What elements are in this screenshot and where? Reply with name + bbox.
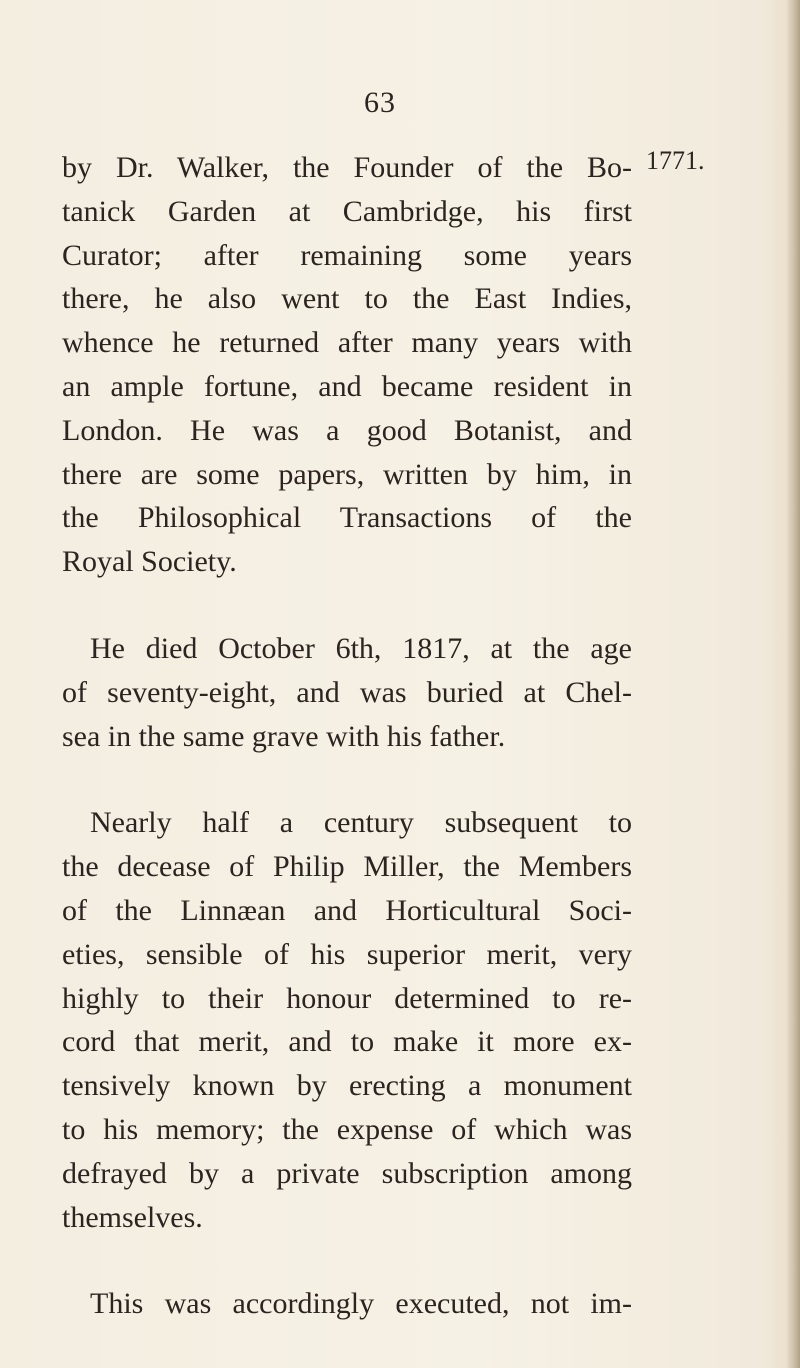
text-line: eties, sensible of his superior merit, very: [62, 937, 632, 971]
text-line: of the Linnæan and Horticultural Soci-: [62, 893, 632, 927]
paragraph-gap: [62, 758, 632, 801]
text-line: Royal Society.: [62, 545, 237, 579]
margin-year-note: 1771.: [646, 146, 705, 175]
text-line: sea in the same grave with his father.: [62, 719, 506, 753]
paragraph-gap: [62, 1239, 632, 1282]
text-line: London. He was a good Botanist, and: [62, 413, 632, 447]
text-line: the Philosophical Transactions of the: [62, 501, 632, 535]
page-gutter-shadow: [786, 0, 800, 1368]
text-line: Nearly half a century subsequent to: [90, 806, 632, 840]
text-line: tensively known by erecting a monument: [62, 1069, 632, 1103]
text-line: there are some papers, written by him, in: [62, 457, 632, 491]
paragraph-3: [62, 801, 632, 1239]
text-line: an ample fortune, and became resident in: [62, 369, 632, 403]
text-line: Curator; after remaining some years: [62, 238, 632, 272]
text-line: cord that merit, and to make it more ex-: [62, 1025, 632, 1059]
text-line: defrayed by a private subscription among: [62, 1156, 632, 1190]
text-line: of seventy-eight, and was buried at Chel-: [62, 675, 632, 709]
text-line: themselves.: [62, 1200, 203, 1234]
paragraph-4: [62, 1282, 632, 1326]
page-number: 63: [364, 86, 396, 119]
text-line: the decease of Philip Miller, the Members: [62, 850, 632, 884]
text-line: highly to their honour determined to re-: [62, 981, 632, 1015]
text-line: by Dr. Walker, the Founder of the Bo-: [62, 151, 632, 184]
paragraph-2: [62, 627, 632, 758]
paragraph-gap: [62, 584, 632, 627]
text-line: tanick Garden at Cambridge, his first: [62, 194, 632, 228]
text-line: there, he also went to the East Indies,: [62, 282, 632, 316]
text-line: He died October 6th, 1817, at the age: [90, 631, 632, 665]
paragraph-1: [62, 146, 632, 584]
body-text: [62, 146, 632, 1326]
text-line: whence he returned after many years with: [62, 326, 632, 360]
text-line: to his memory; the expense of which was: [62, 1112, 632, 1146]
text-line: This was accordingly executed, not im-: [90, 1287, 632, 1321]
